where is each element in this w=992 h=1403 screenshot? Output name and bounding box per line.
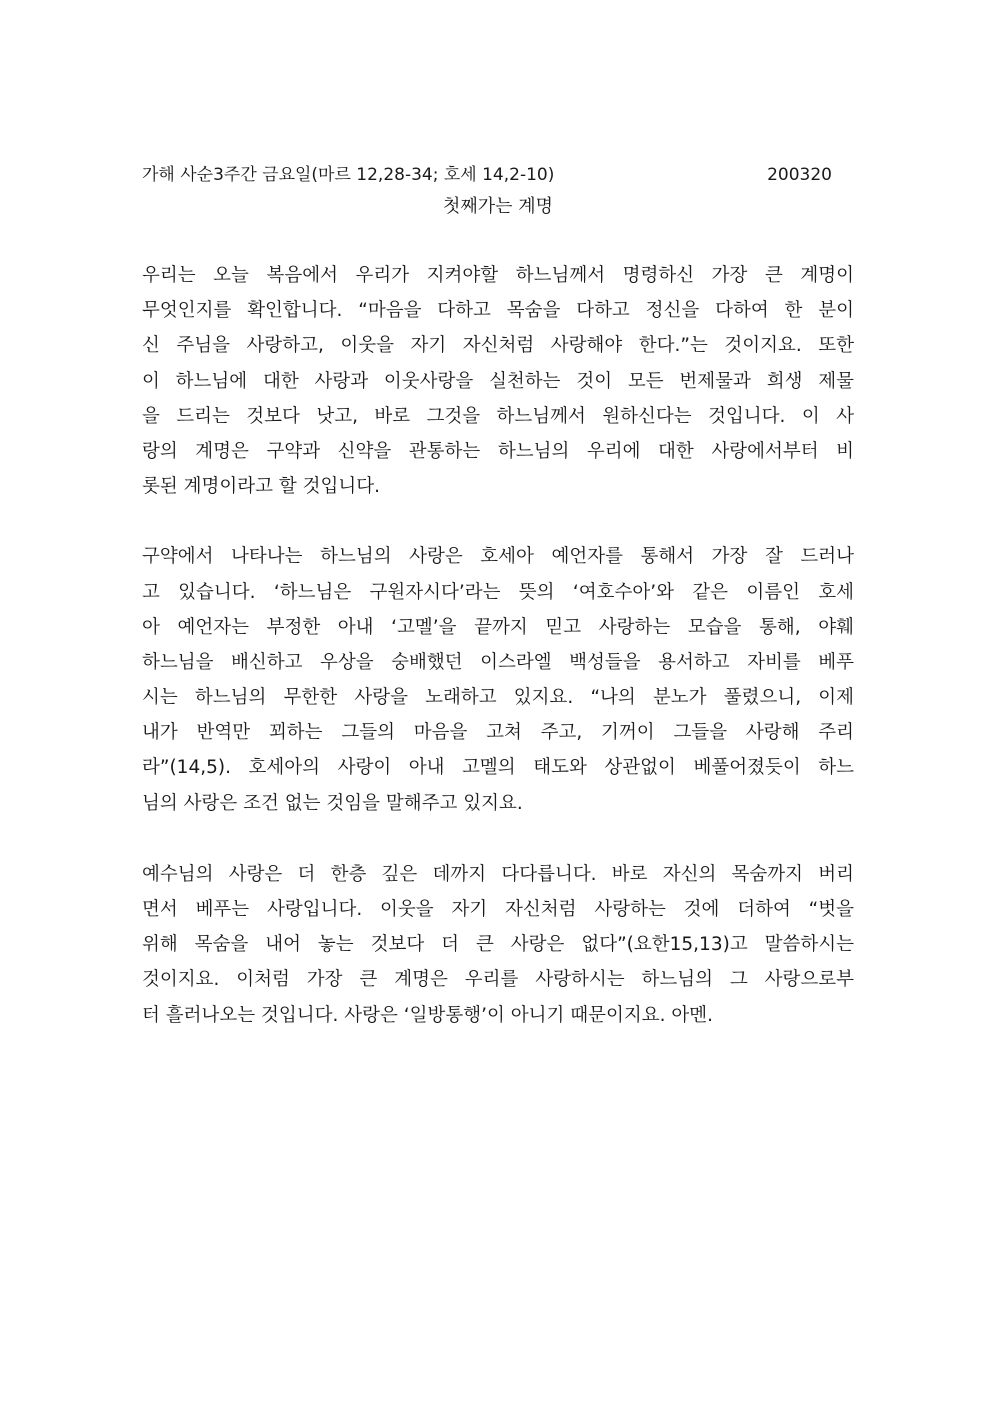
text-line: 을 드리는 것보다 낫고, 바로 그것을 하느님께서 원하신다는 것입니다. 이 사 — [142, 405, 854, 427]
paragraph-3 — [142, 857, 854, 1033]
text-line: 하느님을 배신하고 우상을 숭배했던 이스라엘 백성들을 용서하고 자비를 베푸 — [142, 651, 854, 673]
text-line: 랑의 계명은 구약과 신약을 관통하는 하느님의 우리에 대한 사랑에서부터 비 — [142, 440, 854, 462]
header — [142, 162, 854, 188]
text-line: 아 예언자는 부정한 아내 ‘고멜’을 끝까지 믿고 사랑하는 모습을 통해, 야훼 — [142, 616, 854, 638]
text-line: 롯된 계명이라고 할 것입니다. — [142, 476, 380, 498]
text-line: 내가 반역만 꾀하는 그들의 마음을 고쳐 주고, 기꺼이 그들을 사랑해 주리 — [142, 722, 854, 744]
document-page — [142, 162, 854, 1033]
text-line: 시는 하느님의 무한한 사랑을 노래하고 있지요. “나의 분노가 풀렸으니, 이제 — [142, 687, 854, 709]
document-code: 200320 — [767, 165, 832, 185]
text-line: 우리는 오늘 복음에서 우리가 지켜야할 하느님께서 명령하신 가장 큰 계명이 — [142, 265, 854, 286]
liturgical-day: 가해 사순3주간 금요일(마르 12,28-34; 호세 14,2-10) — [142, 165, 555, 185]
text-line: 터 흘러나오는 것입니다. 사랑은 ‘일방통행’이 아니기 때문이지요. 아멘. — [142, 1004, 713, 1026]
text-line: 예수님의 사랑은 더 한층 깊은 데까지 다다릅니다. 바로 자신의 목숨까지 버리 — [142, 863, 854, 885]
text-line: 이 하느님에 대한 사랑과 이웃사랑을 실천하는 것이 모든 번제물과 희생 제물 — [142, 370, 854, 392]
paragraph-1 — [142, 258, 854, 504]
page-title: 첫째가는 계명 — [442, 196, 554, 217]
text-line: 고 있습니다. ‘하느님은 구원자시다’라는 뜻의 ‘여호수아’와 같은 이름인 호세 — [142, 581, 854, 603]
text-line: 구약에서 나타나는 하느님의 사랑은 호세아 예언자를 통해서 가장 잘 드러나 — [142, 546, 854, 568]
text-line: 것이지요. 이처럼 가장 큰 계명은 우리를 사랑하시는 하느님의 그 사랑으로부 — [142, 969, 854, 991]
text-line: 무엇인지를 확인합니다. “마음을 다하고 목숨을 다하고 정신을 다하여 한 분이 — [142, 300, 854, 322]
text-line: 신 주님을 사랑하고, 이웃을 자기 자신처럼 사랑해야 한다.”는 것이지요. 또한 — [142, 335, 854, 357]
text-line: 님의 사랑은 조건 없는 것임을 말해주고 있지요. — [142, 792, 523, 814]
text-line: 면서 베푸는 사랑입니다. 이웃을 자기 자신처럼 사랑하는 것에 더하여 “벗을 — [142, 899, 854, 920]
paragraph-2 — [142, 539, 854, 821]
text-line: 라”(14,5). 호세아의 사랑이 아내 고멜의 태도와 상관없이 베풀어졌듯이 하느 — [142, 757, 854, 779]
text-line: 위해 목숨을 내어 놓는 것보다 더 큰 사랑은 없다”(요한15,13)고 말씀하시는 — [142, 934, 854, 956]
